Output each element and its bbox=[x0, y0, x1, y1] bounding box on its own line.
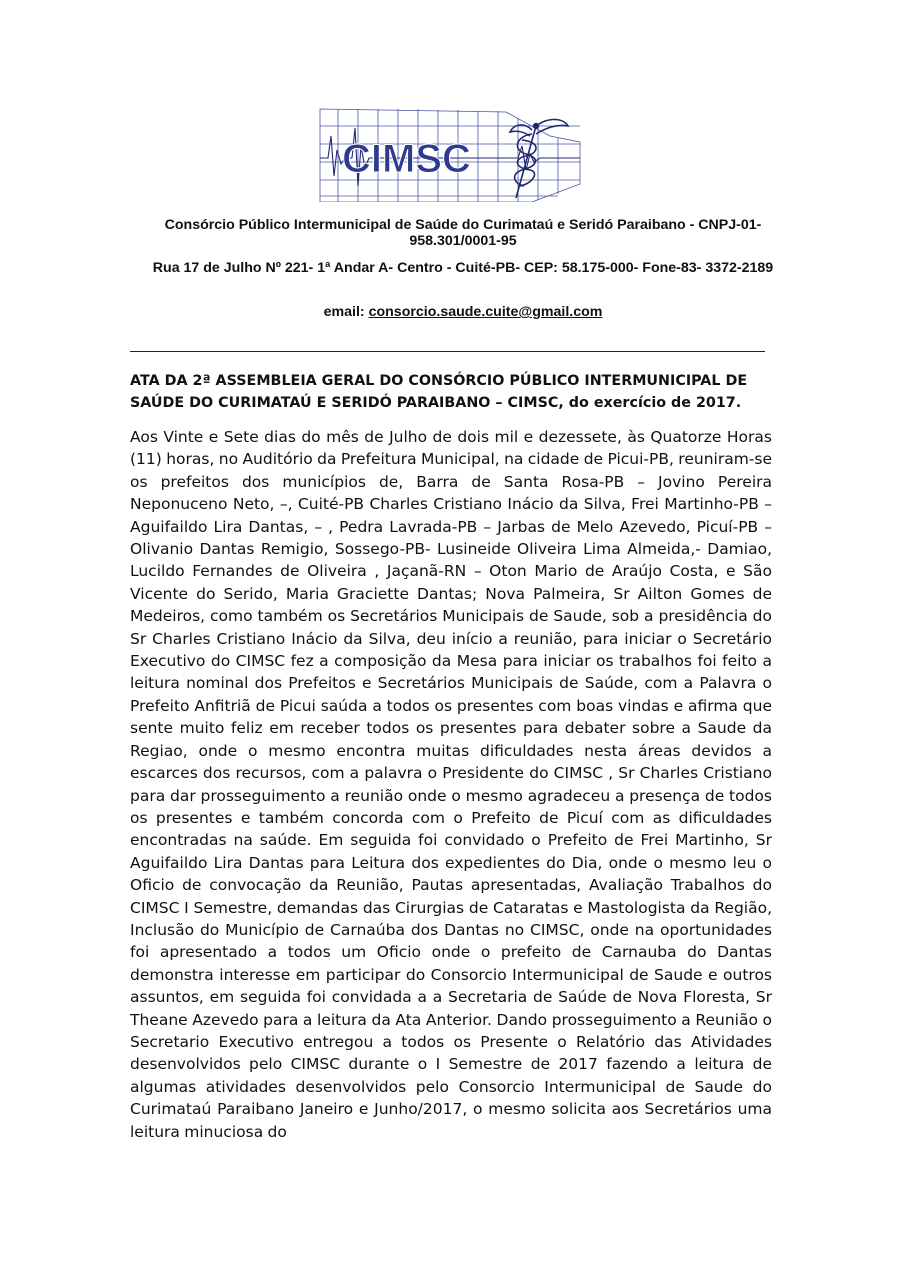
logo-text: CIMSC bbox=[342, 137, 471, 181]
organization-address: Rua 17 de Julho Nº 221- 1ª Andar A- Centro - Cuité-PB- CEP: 58.175-000- Fone-83- 3372-2189 bbox=[152, 260, 774, 276]
email-link[interactable]: consorcio.saude.cuite@gmail.com bbox=[368, 304, 603, 320]
document-title: ATA DA 2ª ASSEMBLEIA GERAL DO CONSÓRCIO PÚBLICO INTERMUNICIPAL DE SAÚDE DO CURIMATAÚ E SERIDÓ PARAIBANO – CIMSC, do exercício de 2017. bbox=[130, 373, 748, 411]
cimsc-logo bbox=[318, 106, 586, 202]
organization-name: Consórcio Público Intermunicipal de Saúde do Curimataú e Seridó Paraibano - CNPJ-01-958.301/0001-95 bbox=[164, 217, 762, 249]
cimsc-logo-graphic bbox=[318, 106, 586, 202]
email-label: email: bbox=[323, 304, 365, 320]
header-divider bbox=[130, 351, 765, 352]
organization-email-line bbox=[150, 304, 776, 320]
document-body: Aos Vinte e Sete dias do mês de Julho de dois mil e dezessete, às Quatorze Horas (11) horas, no Auditório da Prefeitura Municipal, na cidade de Picui-PB, reuniram-se os prefeitos dos municípios de, Barra de Santa Rosa-PB – Jovino Pereira Neponuceno Neto, –, Cuité-PB Charles Cristiano Inácio da Silva, Frei Martinho-PB – Aguifaildo Lira Dantas, – , Pedra Lavrada-PB – Jarbas de Melo Azevedo, Picuí-PB – Olivanio Dantas Remigio, Sossego-PB- Lusineide Oliveira Lima Almeida,- Damiao, Lucildo Fernandes de Oliveira , Jaçanã-RN – Oton Mario de Araújo Costa, e São Vicente do Serido, Maria Graciette Dantas; Nova Palmeira, Sr Ailton Gomes de Medeiros, como também os Secretários Municipais de Saude, sob a presidência do Sr Charles Cristiano Inácio da Silva, deu início a reunião, para iniciar o Secretário Executivo do CIMSC fez a composição da Mesa para iniciar os trabalhos foi feito a leitura nominal dos Prefeitos e Secretários Municipais de Saúde, com a Palavra o Prefeito Anfitriã de Picui saúda a todos os presentes com boas vindas e afirma que sente muito feliz em receber todos os presentes para debater sobre a Saude da Regiao, onde o mesmo encontra muitas dificuldades nesta áreas devidos a escarces dos recursos, com a palavra o Presidente do CIMSC , Sr Charles Cristiano para dar prosseguimento a reunião onde o mesmo agradeceu a presença de todos os presentes e também concorda com o Prefeito de Picuí com as dificuldades encontradas na saúde. Em seguida foi convidado o Prefeito de Frei Martinho, Sr Aguifaildo Lira Dantas para Leitura dos expedientes do Dia, onde o mesmo leu o Oficio de convocação da Reunião, Pautas apresentadas, Avaliação Trabalhos do CIMSC I Semestre, demandas das Cirurgias de Cataratas e Mastologista da Região, Inclusão do Município de Carnaúba dos Dantas no CIMSC, onde na oportunidades foi apresentado a todos um Oficio onde o prefeito de Carnauba do Dantas demonstra interesse em participar do Consorcio Intermunicipal de Saude e outros assuntos, em seguida foi convidada a a Secretaria de Saúde de Nova Floresta, Sr Theane Azevedo para a leitura da Ata Anterior. Dando prosseguimento a Reunião o Secretario Executivo entregou a todos os Presente o Relatório das Atividades desenvolvidos pelo CIMSC durante o I Semestre de 2017 fazendo a leitura de algumas atividades desenvolvidos pelo Consorcio Intermunicipal de Saude do Curimataú Paraibano Janeiro e Junho/2017, o mesmo solicita aos Secretários uma leitura minuciosa do bbox=[130, 428, 772, 1141]
